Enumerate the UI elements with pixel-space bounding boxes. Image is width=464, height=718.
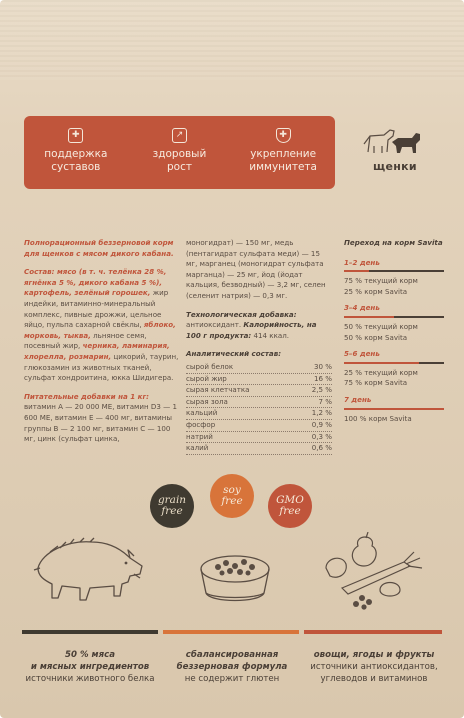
badge-line: grain (157, 494, 187, 506)
transition-stage (344, 349, 444, 389)
tech-additive (186, 310, 332, 342)
ingredients-text: льняное семя, посевный жир, (24, 330, 147, 351)
stage-day: 1–2 день (344, 257, 380, 267)
analysis-row (186, 420, 332, 432)
stage-progress-fill (344, 270, 369, 272)
analysis-row (186, 432, 332, 444)
footer-divider-formula (163, 630, 299, 634)
benefit-joints (28, 128, 124, 174)
nutrient-name: сырая зола (186, 396, 228, 406)
additives-title: Питательные добавки на 1 кг: (24, 391, 150, 401)
nutrient-name: натрий (186, 431, 213, 441)
arrow-up-right-icon: ↗ (172, 128, 187, 143)
stage-progress (344, 362, 444, 364)
additives-text: витамин А — 20 000 МЕ, витамин D3 — 1 600 МЕ, витамин Е — 400 мг, витамины группы В — 2 100 мг, витамин С — 100 мг, цинк (сульфат цинка, (24, 402, 177, 444)
nutrient-name: сырая клетчатка (186, 385, 250, 395)
badge-line: free (279, 505, 301, 517)
stage-line: 50 % текущий корм (344, 321, 418, 331)
plus-icon: ✚ (68, 128, 83, 143)
nutrient-name: кальций (186, 408, 218, 418)
benefit-growth (131, 128, 227, 174)
tech-text: антиоксидант. (186, 320, 242, 330)
nutrient-name: калий (186, 443, 209, 453)
nutrient-value: 0,3 % (311, 431, 332, 441)
calorie-lead: Калорийность, на 100 г продукта: (186, 320, 317, 340)
transition-stage (344, 303, 444, 343)
transition-stage (344, 395, 444, 424)
transition-title: Переход на корм Savita (344, 238, 443, 247)
ingredients-lead: Состав: мясо (в т. ч. телёнка 28 %, ягнёнка 5 %, дикого кабана 5 %), (24, 267, 167, 287)
bag-seal (0, 0, 464, 80)
nutrient-name: фосфор (186, 419, 216, 429)
stage-day: 7 день (344, 394, 372, 404)
nutrient-value: 1,2 % (311, 408, 332, 418)
grain-free-badge (150, 484, 194, 528)
analysis-row (186, 397, 332, 409)
footer-lead: сбалансированная беззерновая формула (176, 650, 288, 672)
stage-progress-fill (344, 316, 394, 318)
transition-column (344, 238, 444, 430)
additives-continued: моногидрат) — 150 мг, медь (пентагидрат сульфата меди) — 15 мг, марганец (моногидрат сульфата марганца) — 25 мг, йод (йодат кальция, безводный) — 3,2 мг, селен (селенит натрия) — 0,3 мг. (186, 238, 326, 300)
badge-line: soy (223, 484, 241, 496)
nutrient-value: 30 % (313, 361, 332, 371)
stage-line: 50 % корм Savita (344, 332, 408, 342)
fruits-vegetables-illustration (318, 532, 428, 612)
shield-icon: ✚ (276, 128, 291, 143)
nutrient-value: 7 % (318, 396, 332, 406)
ingredients (24, 267, 179, 384)
footer-vegetables (302, 649, 446, 685)
benefit-immunity (235, 128, 331, 174)
stage-line: 25 % корм Savita (344, 286, 408, 296)
product-intro: Полнорационный беззерновой корм для щенков с мясом дикого кабана. (24, 238, 174, 258)
footer-meat (20, 649, 160, 685)
boar-illustration (30, 530, 150, 610)
nutrient-value: 2,5 % (311, 385, 332, 395)
nutrient-name: сырой белок (186, 361, 234, 371)
footer-text: источники животного белка (25, 674, 155, 684)
stage-progress-fill (344, 362, 419, 364)
tech-title: Технологическая добавка: (186, 309, 297, 319)
nutrient-value: 0,9 % (311, 419, 332, 429)
food-bowl-illustration (190, 545, 280, 615)
analysis-row (186, 408, 332, 420)
benefit-label: поддержка суставов (44, 148, 108, 173)
ingredients-text: жир индейки, витаминно-минеральный комплекс, пивные дрожжи, цельное яйцо, пульпа сахарной свёклы, (24, 288, 169, 330)
ingredients-veg: картофель, зелёный горошек, (24, 288, 151, 298)
stage-line: 75 % корм Savita (344, 378, 408, 388)
stage-progress (344, 270, 444, 272)
ingredients-fruit: яблоко, морковь, тыква, (24, 320, 176, 340)
stage-line: 25 % текущий корм (344, 367, 418, 377)
analysis-column (186, 238, 332, 455)
calorie-value: 414 ккал. (253, 330, 289, 340)
footer-text: источники антиоксидантов, углеводов и витаминов (310, 662, 438, 684)
footer-divider-meat (22, 630, 158, 634)
analysis-row (186, 362, 332, 374)
analysis-row (186, 443, 332, 455)
stage-line: 75 % текущий корм (344, 276, 418, 286)
footer-text: не содержит глютен (184, 674, 280, 684)
nutrient-name: сырой жир (186, 373, 227, 383)
soy-free-badge (210, 474, 254, 518)
badge-line: free (221, 495, 243, 507)
analysis-table (186, 362, 332, 455)
benefit-label: укрепление иммунитета (249, 148, 317, 173)
stage-progress (344, 408, 444, 410)
audience-label: щенки (373, 160, 417, 173)
stage-progress-fill (344, 408, 444, 410)
ingredients-text: цикорий, таурин, глюкозамин из животных тканей, сульфат хондроитина, юкка Шидигера. (24, 351, 179, 383)
gmo-free-badge (268, 484, 312, 528)
ingredients-berries: черника, ламинария, хлорелла, розмарин, (24, 341, 170, 361)
nutrient-value: 0,6 % (311, 443, 332, 453)
benefit-label: здоровый рост (152, 148, 207, 173)
stage-line: 100 % корм Savita (344, 413, 412, 423)
stage-day: 5–6 день (344, 349, 380, 359)
badge-line: free (161, 505, 183, 517)
footer-divider-vegetables (304, 630, 442, 634)
footer-lead: 50 % мяса и мясных ингредиентов (30, 650, 150, 672)
analysis-title: Аналитический состав: (186, 349, 282, 359)
stage-day: 3–4 день (344, 303, 380, 313)
footer-formula (162, 649, 302, 685)
transition-stage (344, 258, 444, 298)
analysis-row (186, 374, 332, 386)
badge-line: GMO (276, 494, 304, 506)
composition-column (24, 238, 179, 445)
dogs-icon (360, 122, 424, 160)
nutrient-value: 16 % (313, 373, 332, 383)
stage-progress (344, 316, 444, 318)
footer-lead: овощи, ягоды и фрукты (313, 650, 435, 660)
benefits-banner (24, 116, 335, 189)
analysis-row (186, 385, 332, 397)
